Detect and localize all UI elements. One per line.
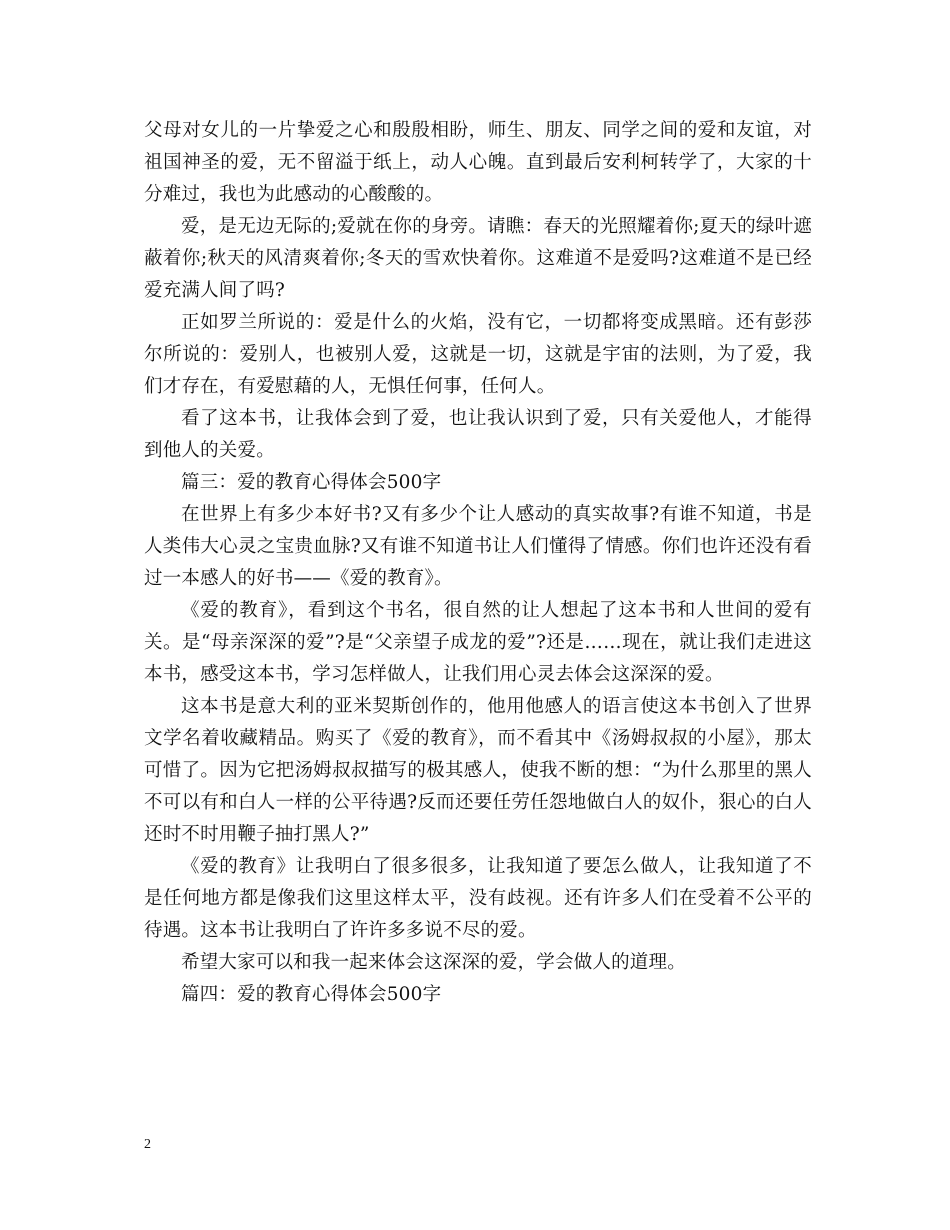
paragraph: 在世界上有多少本好书?又有多少个让人感动的真实故事?有谁不知道，书是人类伟大心灵之宝贵血脉?又有谁不知道书让人们懂得了情感。你们也许还没有看过一本感人的好书——《爱的教育》。 [144,504,812,589]
paragraph: 正如罗兰所说的：爱是什么的火焰，没有它，一切都将变成黑暗。还有彭莎尔所说的：爱别人，也被别人爱，这就是一切，这就是宇宙的法则，为了爱，我们才存在，有爱慰藉的人，无惧任何事，任何人。 [144,312,812,397]
section-heading: 篇三：爱的教育心得体会500字 [181,472,442,493]
paragraph: 爱，是无边无际的;爱就在你的身旁。请瞧：春天的光照耀着你;夏天的绿叶遮蔽着你;秋天的风清爽着你;冬天的雪欢快着你。这难道不是爱吗?这难道不是已经爱充满人间了吗? [144,216,812,301]
paragraph: 《爱的教育》让我明白了很多很多，让我知道了要怎么做人，让我知道了不是任何地方都是像我们这里这样太平，没有歧视。还有许多人们在受着不公平的待遇。这本书让我明白了许许多多说不尽的爱。 [144,856,812,941]
page-body [144,115,812,1011]
paragraph: 看了这本书，让我体会到了爱，也让我认识到了爱，只有关爱他人，才能得到他人的关爱。 [144,408,812,461]
paragraph: 希望大家可以和我一起来体会这深深的爱，学会做人的道理。 [181,952,686,973]
page-number: 2 [144,1137,151,1152]
section-heading: 篇四：爱的教育心得体会500字 [181,984,442,1005]
paragraph: 这本书是意大利的亚米契斯创作的，他用他感人的语言使这本书创入了世界文学名着收藏精品。购买了《爱的教育》，而不看其中《汤姆叔叔的小屋》，那太可惜了。因为它把汤姆叔叔描写的极其感人，使我不断的想：“为什么那里的黑人不可以有和白人一样的公平待遇?反而还要任劳任怨地做白人的奴仆，狠心的白人还时不时用鞭子抽打黑人?” [144,696,812,845]
paragraph-continued: 父母对女儿的一片挚爱之心和殷殷相盼，师生、朋友、同学之间的爱和友谊，对祖国神圣的爱，无不留溢于纸上，动人心魄。直到最后安利柯转学了，大家的十分难过，我也为此感动的心酸酸的。 [144,120,812,205]
paragraph: 《爱的教育》，看到这个书名，很自然的让人想起了这本书和人世间的爱有关。是“母亲深深的爱”?是“父亲望子成龙的爱”?还是……现在，就让我们走进这本书，感受这本书，学习怎样做人，让我们用心灵去体会这深深的爱。 [144,600,812,685]
